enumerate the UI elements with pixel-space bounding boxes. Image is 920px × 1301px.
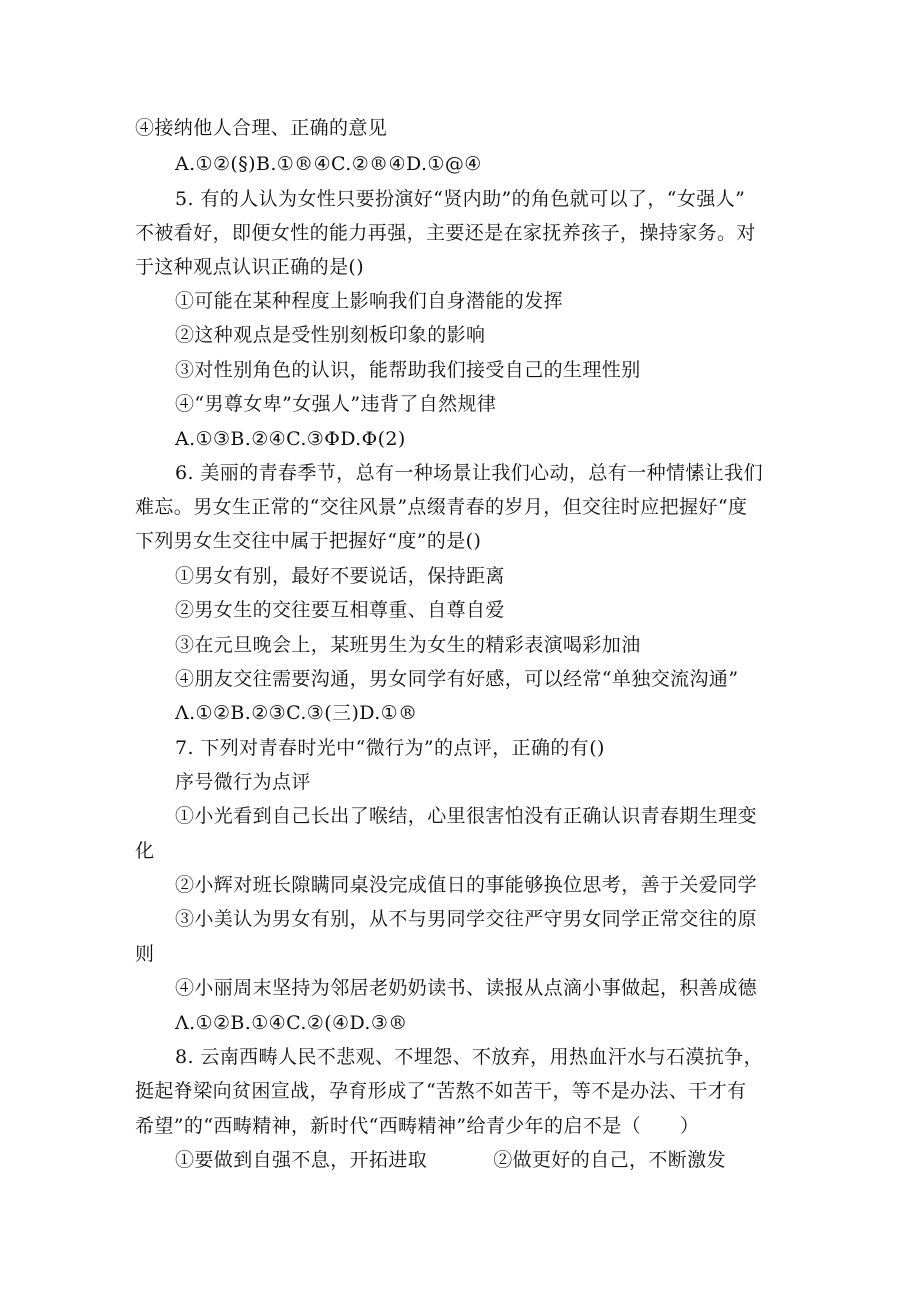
q7-row-3-line-2: 则 [135, 943, 155, 965]
q7-answer-choices: Λ.①②B.①④C.②(④D.③® [175, 1012, 408, 1034]
q6-answer-choices: Λ.①②B.②③C.③(三)D.①® [175, 702, 418, 724]
q6-stem-line-2: 难忘。男女生正常的“交往风景”点缀青春的岁月，但交往时应把握好“度 [135, 496, 748, 518]
q7-row-2: ②小辉对班长隙瞒同桌没完成值日的事能够换位思考，善于关爱同学 [175, 874, 758, 896]
q7-row-4: ④小丽周末坚持为邻居老奶奶读书、读报从点滴小事做起，积善成德 [175, 977, 758, 999]
q7-row-3-line-1: ③小美认为男女有别，从不与男同学交往严守男女同学正常交往的原 [175, 908, 758, 930]
q8-stem-line-1: 8. 云南西畴人民不悲观、不埋怨、不放弃，用热血汗水与石漠抗争， [175, 1046, 763, 1068]
q6-stem-line-3: 下列男女生交往中属于把握好“度”的是() [135, 530, 482, 552]
q5-option-4: ④“男尊女卑”女强人”违背了自然规律 [175, 393, 497, 415]
q8-stem-line-2: 挺起脊梁向贫困宣战，孕育形成了“苦熬不如苦干，等不是办法、干才有 [135, 1080, 747, 1102]
q5-stem-line-1: 5. 有的人认为女性只要扮演好“贤内助”的角色就可以了，“女强人” [175, 188, 746, 210]
q8-option-2: ②做更好的自己，不断激发 [493, 1149, 727, 1171]
q6-option-1: ①男女有别，最好不要说话，保持距离 [175, 565, 505, 587]
q6-option-4: ④朋友交往需要沟通，男女同学有好感，可以经常“单独交流沟通” [175, 668, 739, 690]
q6-option-2: ②男女生的交往要互相尊重、自尊自爱 [175, 599, 505, 621]
q8-options-row [175, 1148, 726, 1172]
q7-table-header: 序号微行为点评 [175, 771, 311, 793]
q4-option-4: ④接纳他人合理、正确的意见 [135, 117, 388, 139]
q5-option-1: ①可能在某种程度上影响我们自身潜能的发挥 [175, 290, 564, 312]
q8-stem-line-3: 希望”的“西畴精神，新时代“西畴精神”给青少年的启不是（ ） [135, 1115, 700, 1137]
q8-option-1: ①要做到自强不息，开拓进取 [175, 1149, 428, 1171]
q5-option-2: ②这种观点是受性别刻板印象的影响 [175, 324, 486, 346]
q7-row-1-line-1: ①小光看到自己长出了喉结，心里很害怕没有正确认识青春期生理变 [175, 805, 758, 827]
q7-stem-line-1: 7. 下列对青春时光中“微行为”的点评，正确的有() [175, 737, 605, 759]
q5-stem-line-2: 不被看好，即便女性的能力再强，主要还是在家抚养孩子，操持家务。对 [135, 222, 756, 244]
q5-answer-choices: A.①③B.②④C.③ΦD.Φ(2) [175, 428, 406, 450]
q7-row-1-line-2: 化 [135, 840, 155, 862]
q5-stem-line-3: 于这种观点认识正确的是() [135, 256, 365, 278]
q6-option-3: ③在元旦晚会上，某班男生为女生的精彩表演喝彩加油 [175, 634, 641, 656]
q5-option-3: ③对性别角色的认识，能帮助我们接受自己的生理性别 [175, 359, 641, 381]
q6-stem-line-1: 6. 美丽的青春季节，总有一种场景让我们心动，总有一种情愫让我们 [175, 462, 763, 484]
q4-answer-choices: A.①②(§)B.①®④C.②®④D.①@④ [175, 153, 482, 175]
